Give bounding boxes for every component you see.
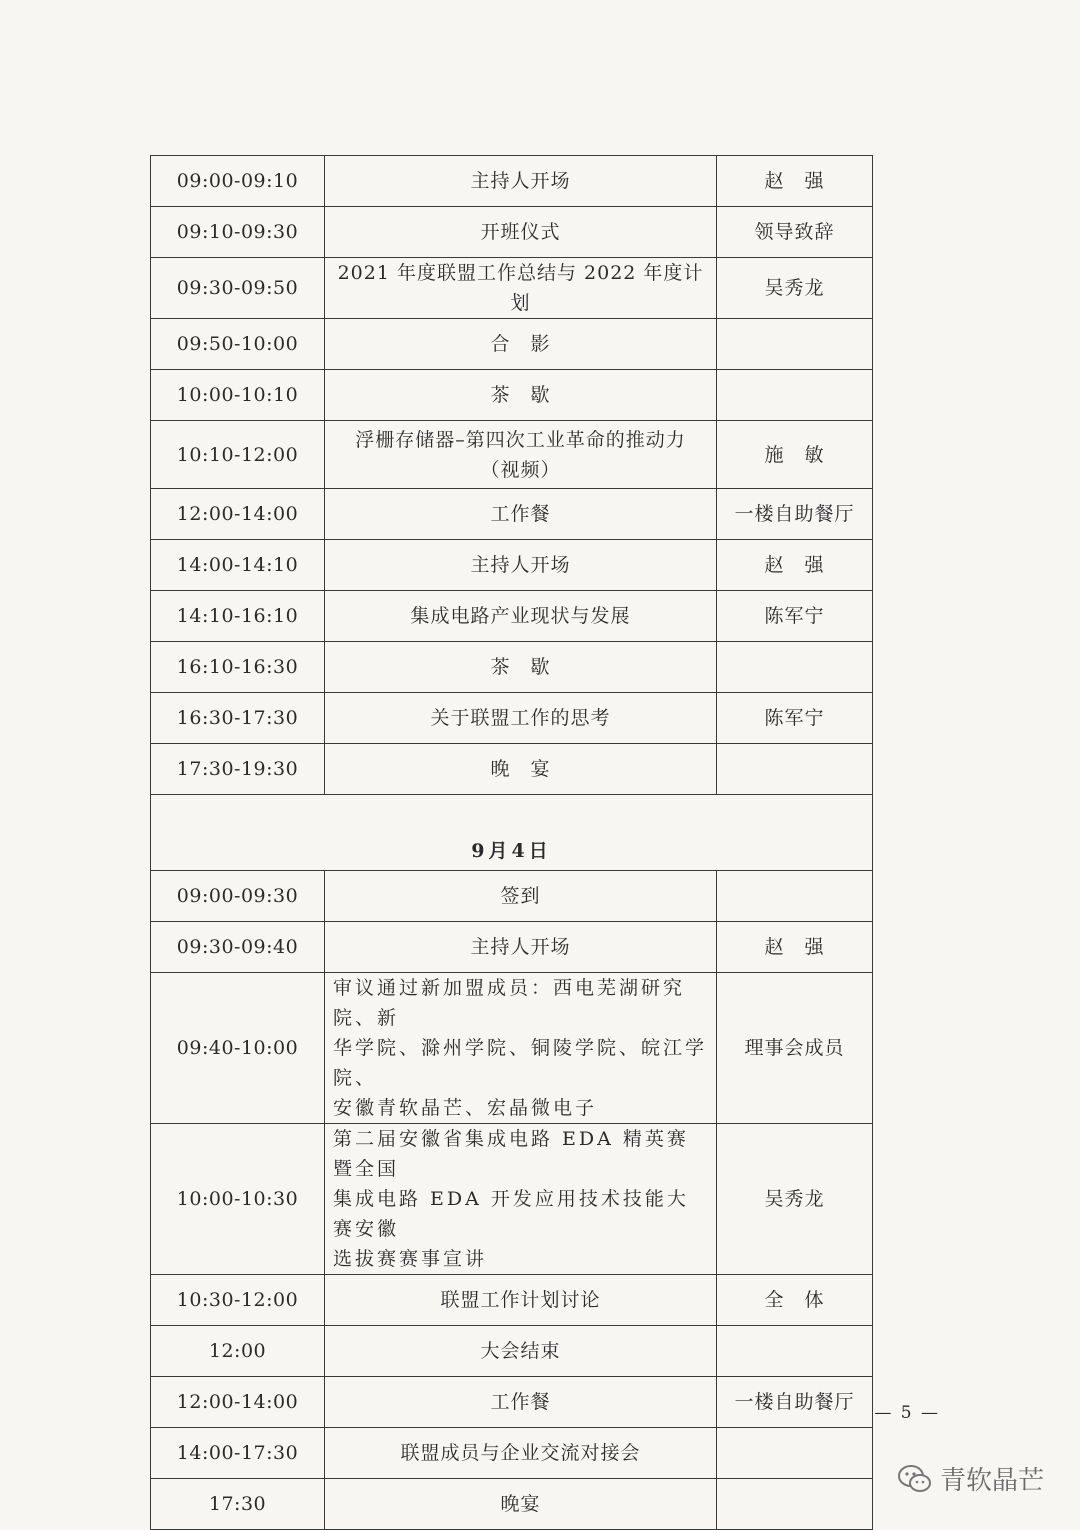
- topic-cell: 开班仪式: [325, 207, 717, 258]
- schedule-row: [151, 370, 873, 421]
- speaker-cell: 陈军宁: [717, 693, 873, 744]
- speaker-cell: 陈军宁: [717, 591, 873, 642]
- watermark-text: 青软晶芒: [939, 1466, 1044, 1496]
- topic-cell: 联盟成员与企业交流对接会: [325, 1428, 717, 1479]
- watermark: [898, 1460, 1044, 1497]
- time-cell: 09:10-09:30: [151, 207, 325, 258]
- topic-cell: [325, 1124, 717, 1275]
- topic-cell: 集成电路产业现状与发展: [325, 591, 717, 642]
- speaker-cell: [717, 319, 873, 370]
- speaker-cell: [717, 642, 873, 693]
- schedule-row: [151, 207, 873, 258]
- wechat-icon: [898, 1464, 932, 1494]
- schedule-row: [151, 693, 873, 744]
- schedule-row: [151, 1428, 873, 1479]
- topic-line: （视频）: [480, 458, 561, 481]
- time-cell: 09:40-10:00: [151, 973, 325, 1124]
- topic-cell: 晚 宴: [325, 744, 717, 795]
- time-cell: 12:00-14:00: [151, 1377, 325, 1428]
- speaker-cell: 领导致辞: [717, 207, 873, 258]
- topic-line: 浮栅存储器–第四次工业革命的推动力: [355, 428, 686, 451]
- speaker-cell: [717, 1326, 873, 1377]
- speaker-cell: [717, 370, 873, 421]
- schedule-row: [151, 642, 873, 693]
- day-header-row: [151, 833, 873, 871]
- time-cell: 09:00-09:10: [151, 156, 325, 207]
- schedule-row: [151, 489, 873, 540]
- time-cell: 12:00-14:00: [151, 489, 325, 540]
- speaker-cell: 吴秀龙: [717, 1124, 873, 1275]
- spacer-cell: [151, 795, 873, 833]
- topic-cell: [325, 421, 717, 489]
- topic-cell: 主持人开场: [325, 922, 717, 973]
- time-cell: 14:00-17:30: [151, 1428, 325, 1479]
- topic-cell: 晚宴: [325, 1479, 717, 1530]
- time-cell: 09:30-09:40: [151, 922, 325, 973]
- speaker-cell: 一楼自助餐厅: [717, 489, 873, 540]
- topic-line: 安徽青软晶芒、宏晶微电子: [333, 1097, 598, 1119]
- schedule-row: [151, 1377, 873, 1428]
- topic-cell: 签到: [325, 871, 717, 922]
- schedule-row: [151, 258, 873, 319]
- schedule-row: [151, 1275, 873, 1326]
- schedule-row: [151, 540, 873, 591]
- speaker-cell: 赵 强: [717, 156, 873, 207]
- topic-cell: 合 影: [325, 319, 717, 370]
- schedule-row: [151, 1326, 873, 1377]
- spacer-row: [151, 795, 873, 833]
- schedule-row: [151, 1124, 873, 1275]
- schedule-row: [151, 591, 873, 642]
- topic-cell: 联盟工作计划讨论: [325, 1275, 717, 1326]
- schedule-row: [151, 973, 873, 1124]
- speaker-cell: [717, 744, 873, 795]
- topic-cell: 大会结束: [325, 1326, 717, 1377]
- time-cell: 17:30-19:30: [151, 744, 325, 795]
- topic-cell: 茶 歇: [325, 370, 717, 421]
- speaker-cell: 吴秀龙: [717, 258, 873, 319]
- schedule-row: [151, 871, 873, 922]
- time-cell: 10:00-10:30: [151, 1124, 325, 1275]
- page-number: — 5 —: [874, 1403, 940, 1423]
- speaker-cell: 赵 强: [717, 540, 873, 591]
- speaker-cell: [717, 871, 873, 922]
- time-cell: 10:10-12:00: [151, 421, 325, 489]
- speaker-cell: 全 体: [717, 1275, 873, 1326]
- speaker-cell: 理事会成员: [717, 973, 873, 1124]
- time-cell: 14:10-16:10: [151, 591, 325, 642]
- schedule-row: [151, 1479, 873, 1530]
- topic-cell: 茶 歇: [325, 642, 717, 693]
- topic-line: 集成电路 EDA 开发应用技术技能大赛安徽: [333, 1188, 689, 1240]
- schedule-row: [151, 156, 873, 207]
- schedule-row: [151, 744, 873, 795]
- time-cell: 10:30-12:00: [151, 1275, 325, 1326]
- time-cell: 16:30-17:30: [151, 693, 325, 744]
- speaker-cell: [717, 1479, 873, 1530]
- day-header: 9月4日: [151, 833, 873, 871]
- topic-line: 华学院、滁州学院、铜陵学院、皖江学院、: [333, 1037, 708, 1089]
- speaker-cell: 施 敏: [717, 421, 873, 489]
- topic-cell: 2021 年度联盟工作总结与 2022 年度计划: [325, 258, 717, 319]
- schedule-row: [151, 421, 873, 489]
- time-cell: 10:00-10:10: [151, 370, 325, 421]
- time-cell: 17:30: [151, 1479, 325, 1530]
- speaker-cell: [717, 1428, 873, 1479]
- topic-cell: [325, 973, 717, 1124]
- time-cell: 09:30-09:50: [151, 258, 325, 319]
- topic-cell: 主持人开场: [325, 156, 717, 207]
- time-cell: 09:50-10:00: [151, 319, 325, 370]
- schedule-row: [151, 922, 873, 973]
- topic-cell: 工作餐: [325, 489, 717, 540]
- topic-line: 审议通过新加盟成员：西电芜湖研究院、新: [333, 977, 686, 1029]
- topic-line: 选拔赛赛事宣讲: [333, 1248, 488, 1270]
- topic-cell: 主持人开场: [325, 540, 717, 591]
- time-cell: 14:00-14:10: [151, 540, 325, 591]
- time-cell: 16:10-16:30: [151, 642, 325, 693]
- topic-cell: 关于联盟工作的思考: [325, 693, 717, 744]
- schedule-body: [151, 156, 873, 1530]
- schedule-row: [151, 319, 873, 370]
- topic-line: 第二届安徽省集成电路 EDA 精英赛暨全国: [333, 1128, 689, 1180]
- schedule-table: [150, 155, 873, 1530]
- time-cell: 09:00-09:30: [151, 871, 325, 922]
- speaker-cell: 赵 强: [717, 922, 873, 973]
- speaker-cell: 一楼自助餐厅: [717, 1377, 873, 1428]
- time-cell: 12:00: [151, 1326, 325, 1377]
- topic-cell: 工作餐: [325, 1377, 717, 1428]
